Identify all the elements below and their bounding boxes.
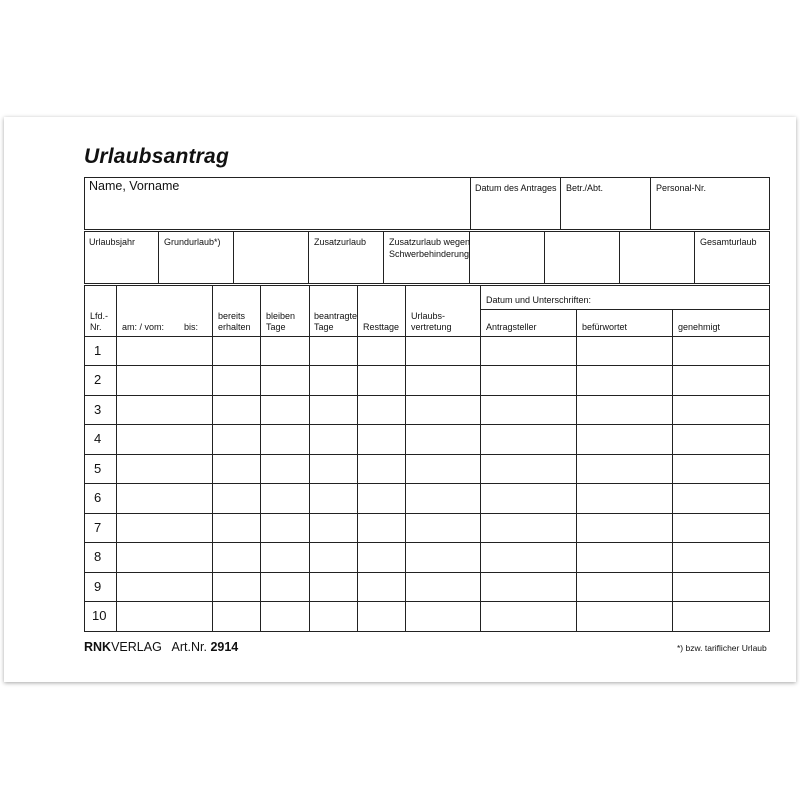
row-number-5: 5	[94, 461, 102, 476]
col-deputy-label-1: Urlaubs-	[411, 311, 446, 321]
form-title: Urlaubsantrag	[84, 145, 229, 168]
col-deputy-label-2: vertretung	[411, 322, 452, 332]
art-label: Art.Nr.	[171, 640, 207, 654]
brand-rest: VERLAG	[111, 640, 162, 654]
col-received-label-1: bereits	[218, 311, 246, 321]
row-number-2: 2	[94, 372, 102, 387]
col-endorsed-label: befürwortet	[582, 322, 628, 332]
disability-leave-label-2: Schwerbehinderung	[389, 249, 470, 259]
col-from-label: am: / vom:	[122, 322, 165, 332]
section-table-box	[85, 286, 770, 632]
footnote: *) bzw. tariflicher Urlaub	[677, 643, 767, 653]
base-leave-label: Grundurlaub*)	[164, 237, 221, 247]
col-no-label-2: Nr.	[90, 322, 102, 332]
row-number-7: 7	[94, 520, 102, 535]
extra-leave-label: Zusatzurlaub	[314, 237, 367, 247]
total-leave-label: Gesamturlaub	[700, 237, 757, 247]
row-number-10: 10	[92, 608, 107, 623]
row-number-6: 6	[94, 490, 102, 505]
name-label: Name, Vorname	[89, 179, 180, 193]
col-requested-label-1: beantragte	[314, 311, 358, 321]
row-number-9: 9	[94, 579, 102, 594]
personnel-label: Personal-Nr.	[656, 183, 707, 193]
publisher-brand	[84, 640, 238, 654]
col-remaining-label-1: bleiben	[266, 311, 296, 321]
art-number: 2914	[210, 640, 239, 654]
col-requested-label-2: Tage	[314, 322, 334, 332]
name-field[interactable]	[85, 193, 469, 229]
date-field[interactable]	[471, 196, 559, 229]
row-number-4: 4	[94, 431, 102, 446]
dept-label: Betr./Abt.	[566, 183, 604, 193]
col-to-label: bis:	[184, 322, 199, 332]
personnel-field[interactable]	[651, 196, 768, 229]
signatures-label: Datum und Unterschriften:	[486, 295, 592, 305]
year-label: Urlaubsjahr	[89, 237, 136, 247]
col-applicant-label: Antragsteller	[486, 322, 537, 332]
brand-bold: RNK	[84, 640, 112, 654]
col-rest-label: Resttage	[363, 322, 400, 332]
date-label: Datum des Antrages	[475, 183, 557, 193]
row-number-1: 1	[94, 343, 102, 358]
col-no-label-1: Lfd.-	[90, 311, 109, 321]
col-received-label-2: erhalten	[218, 322, 251, 332]
col-remaining-label-2: Tage	[266, 322, 286, 332]
col-approved-label: genehmigt	[678, 322, 721, 332]
dept-field[interactable]	[561, 196, 649, 229]
row-number-8: 8	[94, 549, 102, 564]
disability-leave-label-1: Zusatzurlaub wegen	[389, 237, 471, 247]
row-number-3: 3	[94, 402, 102, 417]
